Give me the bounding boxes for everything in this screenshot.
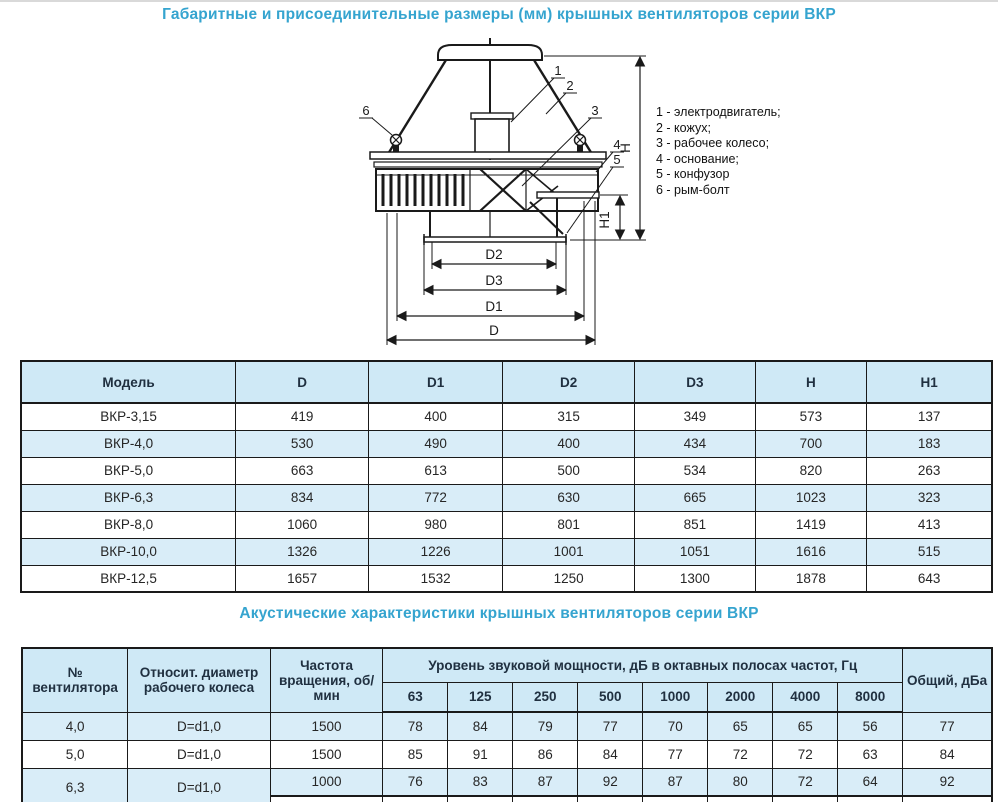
column-header-d1: D1 [369,361,503,403]
column-header-500: 500 [578,682,643,712]
legend-item-motor: 1 - электродвигатель; [656,105,781,119]
eye-bolt-right [575,135,586,153]
table-cell: 1001 [503,538,635,565]
callout-4: 4 [613,137,621,152]
table-cell: 665 [635,484,755,511]
table-cell-cutoff [270,796,383,802]
table-cell: 1500 [270,740,383,768]
table-cell: 663 [236,457,369,484]
callout-6: 6 [362,103,370,118]
table-cell: 5,0 [22,740,128,768]
table-cell: 6,3 [22,768,128,802]
acoustics-table [21,647,993,802]
table-cell: 65 [773,712,838,740]
column-header-h: H [755,361,867,403]
table-cell: 851 [635,511,755,538]
table-row [21,511,992,538]
table-row [21,430,992,457]
table-cell: 1250 [503,565,635,592]
table-cell: 500 [503,457,635,484]
legend-item-eyebolt: 6 - рым-болт [656,182,730,197]
table-cell: D=d1,0 [128,768,271,802]
table-cell: 1419 [755,511,867,538]
table-cell: 92 [578,768,643,796]
dimensions-table [20,360,993,593]
callout-5: 5 [613,152,621,167]
table-cell-cutoff [773,796,838,802]
table-cell: 323 [867,484,992,511]
table-cell: 834 [236,484,369,511]
table-row [22,740,992,768]
column-header-fan-no: № вентилятора [22,648,128,712]
table-cell: 70 [643,712,708,740]
table-row [21,538,992,565]
legend-item-cowl: 2 - кожух; [656,120,711,135]
table-cell: 630 [503,484,635,511]
dim-label-d3: D3 [485,273,503,288]
dimensions-header-row [21,361,992,403]
callout-1: 1 [554,63,562,78]
table-cell: 1326 [236,538,369,565]
table-cell-cutoff [448,796,513,802]
table-cell: ВКР-3,15 [21,403,236,430]
table-cell: 820 [755,457,867,484]
table-cell: 643 [867,565,992,592]
column-header-d3: D3 [635,361,755,403]
table-cell: ВКР-10,0 [21,538,236,565]
table-cell: 1500 [270,712,383,740]
table-cell: ВКР-4,0 [21,430,236,457]
table-cell: 63 [838,740,903,768]
column-header-sound-power: Уровень звуковой мощности, дБ в октавных полосах частот, Гц [383,648,903,682]
table-row [21,403,992,430]
table-cell: 573 [755,403,867,430]
table-cell: 700 [755,430,867,457]
table-cell: 419 [236,403,369,430]
table-cell: ВКР-5,0 [21,457,236,484]
table-cell: 1060 [236,511,369,538]
table-cell: 1023 [755,484,867,511]
table-cell: 72 [773,740,838,768]
table-cell: 137 [867,403,992,430]
table-cell: 400 [369,403,503,430]
table-cell-cutoff [578,796,643,802]
column-header-63: 63 [383,682,448,712]
table-cell: 534 [635,457,755,484]
dim-label-h: H [618,143,633,153]
table-row [22,768,992,796]
table-cell: 434 [635,430,755,457]
table-cell: 83 [448,768,513,796]
column-header-250: 250 [513,682,578,712]
table-cell: 77 [903,712,992,740]
table-cell: 349 [635,403,755,430]
fan-flange [370,152,606,167]
table-cell: D=d1,0 [128,712,271,740]
table-cell: 613 [369,457,503,484]
table-cell: 801 [503,511,635,538]
column-header-total: Общий, дБа [903,648,992,712]
dim-label-d2: D2 [485,247,503,262]
table-cell: 72 [708,740,773,768]
table-cell: 76 [383,768,448,796]
table-cell-cutoff [513,796,578,802]
acoustics-header-row-1 [22,648,992,682]
table-cell: 530 [236,430,369,457]
table-cell: 77 [643,740,708,768]
dim-label-h1: H1 [597,211,612,229]
diagram-legend [656,105,781,198]
table-cell: 87 [643,768,708,796]
table-cell-cutoff [708,796,773,802]
dim-label-d: D [489,323,499,338]
column-header-rel-diameter: Относит. диаметр рабочего колеса [128,648,271,712]
table-cell: 64 [838,768,903,796]
legend-item-impeller: 3 - рабочее колесо; [656,136,770,150]
callout-2: 2 [566,78,574,93]
column-header-1000: 1000 [643,682,708,712]
table-cell: 4,0 [22,712,128,740]
table-cell: ВКР-12,5 [21,565,236,592]
table-cell-cutoff [838,796,903,802]
fan-base-confusor [424,198,566,245]
table-cell: 85 [383,740,448,768]
column-header-8000: 8000 [838,682,903,712]
table-cell: 84 [448,712,513,740]
column-header-h1: H1 [867,361,992,403]
table-row [22,712,992,740]
table-cell: 79 [513,712,578,740]
table-cell-cutoff [383,796,448,802]
callout-3: 3 [591,103,599,118]
page-title-acoustics: Акустические характеристики крышных вентиляторов серии ВКР [239,605,759,622]
table-cell: 515 [867,538,992,565]
table-cell: 77 [578,712,643,740]
page-title-dimensions: Габаритные и присоединительные размеры (мм) крышных вентиляторов серии ВКР [162,6,836,23]
table-cell: D=d1,0 [128,740,271,768]
column-header-model: Модель [21,361,236,403]
table-cell: 400 [503,430,635,457]
table-cell: 315 [503,403,635,430]
table-cell: 84 [903,740,992,768]
table-cell: ВКР-8,0 [21,511,236,538]
table-cell: 91 [448,740,513,768]
table-cell: 1300 [635,565,755,592]
table-cell: 80 [708,768,773,796]
table-cell: ВКР-6,3 [21,484,236,511]
dim-label-d1: D1 [485,299,503,314]
legend-item-base: 4 - основание; [656,151,739,166]
column-header-d2: D2 [503,361,635,403]
table-cell: 183 [867,430,992,457]
table-row [21,484,992,511]
table-cell: 1226 [369,538,503,565]
table-cell: 1878 [755,565,867,592]
table-cell: 92 [903,768,992,796]
table-cell: 1000 [270,768,383,796]
table-cell: 980 [369,511,503,538]
table-cell: 1532 [369,565,503,592]
column-header-d: D [236,361,369,403]
table-cell: 86 [513,740,578,768]
table-cell: 84 [578,740,643,768]
table-row [21,565,992,592]
table-cell-cutoff [903,796,992,802]
table-cell-cutoff [643,796,708,802]
table-cell: 263 [867,457,992,484]
table-cell: 65 [708,712,773,740]
extension-lines [387,56,646,345]
table-cell: 87 [513,768,578,796]
table-cell: 413 [867,511,992,538]
column-header-125: 125 [448,682,513,712]
table-cell: 78 [383,712,448,740]
column-header-rotation: Частота вращения, об/мин [270,648,383,712]
column-header-2000: 2000 [708,682,773,712]
table-cell: 772 [369,484,503,511]
table-cell: 56 [838,712,903,740]
table-cell: 1657 [236,565,369,592]
table-row [21,457,992,484]
table-cell: 1051 [635,538,755,565]
legend-item-confusor: 5 - конфузор [656,167,730,181]
table-cell: 490 [369,430,503,457]
column-header-4000: 4000 [773,682,838,712]
table-cell: 72 [773,768,838,796]
table-cell: 1616 [755,538,867,565]
